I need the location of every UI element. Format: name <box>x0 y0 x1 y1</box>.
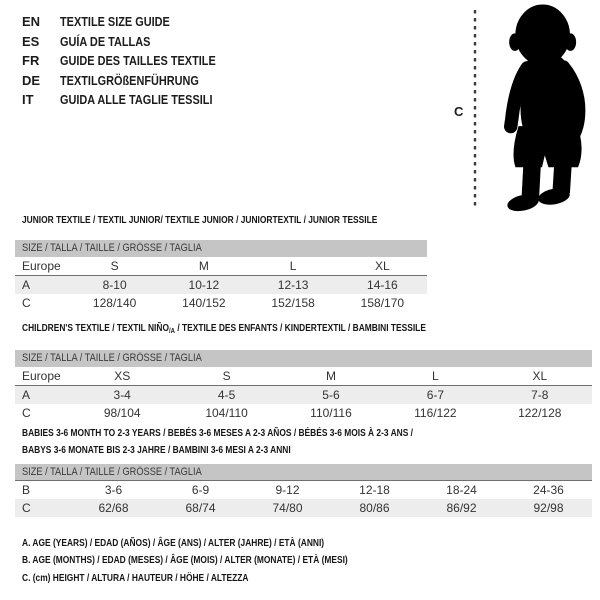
babies-size-table <box>15 481 592 517</box>
cell: S <box>174 367 278 386</box>
children-size-table <box>15 367 592 422</box>
cell: XL <box>338 257 427 276</box>
cell: 104/110 <box>205 406 248 420</box>
cell: 92/98 <box>505 499 592 517</box>
cell: 74/80 <box>244 499 331 517</box>
language-code: EN <box>22 14 41 30</box>
title-text: JUNIOR TEXTILE / TEXTIL JUNIOR/ TEXTILE JUNIOR / JUNIORTEXTIL / JUNIOR TESSILE <box>22 214 378 226</box>
language-code: DE <box>22 72 41 88</box>
language-label: TEXTILE SIZE GUIDE <box>60 14 170 30</box>
table-row-age <box>15 386 592 405</box>
size-header-bar <box>15 350 592 367</box>
table-row-height <box>15 499 592 517</box>
language-code: ES <box>22 33 40 49</box>
cell: 98/104 <box>103 406 141 420</box>
language-row-fr <box>22 51 245 71</box>
cell: 10-12 <box>159 276 248 295</box>
cell: 4-5 <box>174 386 278 405</box>
size-header-bar <box>15 464 592 481</box>
cell: 128/140 <box>92 296 137 310</box>
row-label: C <box>22 406 31 420</box>
children-table-title <box>22 322 592 337</box>
row-label: B <box>22 483 31 497</box>
cell: M <box>279 367 383 386</box>
row-label: A <box>15 386 70 405</box>
language-row-es <box>22 32 245 52</box>
cell: 14-16 <box>338 276 427 295</box>
row-label: Europe <box>15 257 70 276</box>
row-label: C <box>22 296 31 310</box>
table-row-age <box>15 276 427 295</box>
size-header-text: SIZE / TALLA / TAILLE / GRÖSSE / TAGLIA <box>22 466 202 478</box>
title-text <box>22 322 426 337</box>
title-pre: CHILDREN'S TEXTILE / TEXTIL NIÑO <box>22 322 169 334</box>
cell: 80/86 <box>331 499 418 517</box>
cell: 152/158 <box>271 296 315 310</box>
table-row-months <box>15 481 592 499</box>
babies-textile-section <box>15 425 592 517</box>
cell: S <box>70 257 159 276</box>
cell: 9-12 <box>275 483 300 497</box>
cell: 18-24 <box>446 483 477 497</box>
table-row-height <box>15 294 427 312</box>
cell: 140/152 <box>182 296 226 310</box>
language-title-list <box>22 12 245 110</box>
cell: 7-8 <box>488 386 592 405</box>
cell: 110/116 <box>310 406 352 420</box>
cell: 24-36 <box>533 483 564 497</box>
cell: 8-10 <box>70 276 159 295</box>
cell: 116/122 <box>414 406 457 420</box>
size-header-text: SIZE / TALLA / TAILLE / GRÖSSE / TAGLIA <box>22 242 202 254</box>
measure-c-label: C <box>454 104 464 119</box>
language-row-it <box>22 90 245 110</box>
cell: 12-18 <box>359 483 390 497</box>
cell: 6-9 <box>191 483 210 497</box>
cell: L <box>249 257 338 276</box>
cell: 122/128 <box>518 406 562 420</box>
language-row-de <box>22 71 245 91</box>
cell: XS <box>70 367 174 386</box>
title-line-2: BABYS 3-6 MONATE BIS 2-3 JAHRE / BAMBINI 3-6 MESI A 2-3 ANNI <box>22 444 291 456</box>
row-label: A <box>15 276 70 295</box>
cell: 62/68 <box>70 499 157 517</box>
language-code: IT <box>22 92 34 108</box>
language-code: FR <box>22 53 40 69</box>
title-subscript: /A <box>168 326 175 335</box>
footnote-c <box>22 569 429 587</box>
babies-table-title <box>22 425 592 459</box>
footnote-text: C. (cm) HEIGHT / ALTURA / HAUTEUR / HÖHE / ALTEZZA <box>22 571 249 584</box>
title-line-1: BABIES 3-6 MONTH TO 2-3 YEARS / BEBÉS 3-6 MESES A 2-3 AÑOS / BÉBÉS 3-6 MOIS À 2-3 ANS / <box>22 427 414 439</box>
junior-size-table <box>15 257 427 312</box>
cell: 5-6 <box>279 386 383 405</box>
footnote-text: A. AGE (YEARS) / EDAD (AÑOS) / ÂGE (ANS) / ALTER (JAHRE) / ETÀ (ANNI) <box>22 536 325 549</box>
row-label: C <box>15 499 70 517</box>
language-label: GUIDA ALLE TAGLIE TESSILI <box>60 92 213 108</box>
size-header-text: SIZE / TALLA / TAILLE / GRÖSSE / TAGLIA <box>22 352 202 364</box>
language-label: TEXTILGRÖßENFÜHRUNG <box>60 72 199 88</box>
cell: L <box>383 367 487 386</box>
table-row-height <box>15 404 592 422</box>
footnote-a <box>22 534 429 552</box>
cell: XL <box>488 367 592 386</box>
junior-textile-section <box>15 214 427 312</box>
cell: 3-6 <box>104 483 123 497</box>
cell: M <box>159 257 248 276</box>
cell: 6-7 <box>383 386 487 405</box>
cell: 12-13 <box>249 276 338 295</box>
footnote-b <box>22 552 429 570</box>
junior-table-title <box>22 214 427 227</box>
size-header-bar <box>15 240 427 257</box>
row-label: Europe <box>15 367 70 386</box>
legend-footnotes <box>22 534 429 587</box>
children-textile-section <box>15 322 592 422</box>
toddler-silhouette-icon <box>450 2 600 214</box>
title-post: / TEXTILE DES ENFANTS / KINDERTEXTIL / BAMBINI TESSILE <box>174 322 426 334</box>
cell: 158/170 <box>360 296 405 310</box>
language-label: GUÍA DE TALLAS <box>60 33 151 49</box>
language-row-en <box>22 12 245 32</box>
cell: 68/74 <box>157 499 244 517</box>
table-row-sizes <box>15 257 427 276</box>
height-measure-figure <box>450 2 600 214</box>
cell: 3-4 <box>70 386 174 405</box>
footnote-text: B. AGE (MONTHS) / EDAD (MESES) / ÂGE (MOIS) / ALTER (MONATE) / ETÀ (MESI) <box>22 554 348 567</box>
cell: 86/92 <box>418 499 505 517</box>
table-row-sizes <box>15 367 592 386</box>
language-label: GUIDE DES TAILLES TEXTILE <box>60 53 216 69</box>
